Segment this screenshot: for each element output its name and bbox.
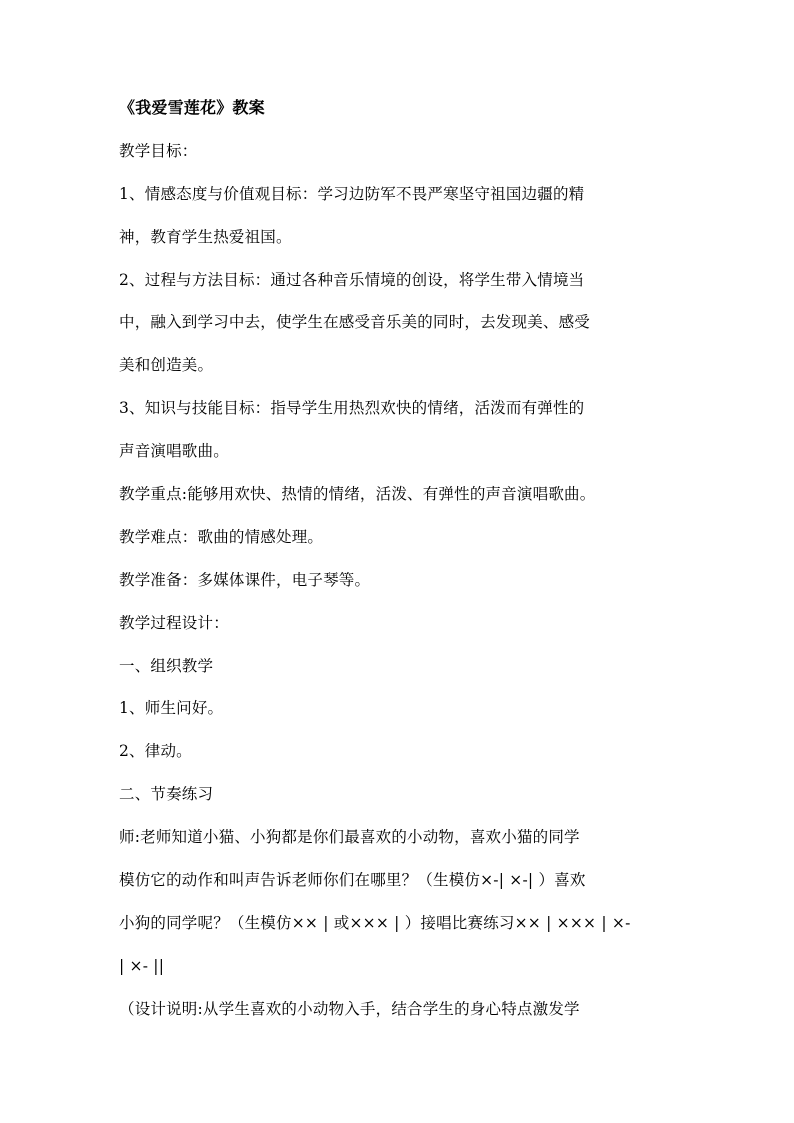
section-1-item-1: 1、师生问好。 [119,699,224,718]
teaching-focus: 教学重点:能够用欢快、热情的情绪，活泼、有弹性的声音演唱歌曲。 [119,485,596,504]
rhythm-paragraph-line-2: 模仿它的动作和叫声告诉老师你们在哪里？（生模仿×-| ×-| ）喜欢 [119,871,586,890]
objective-3-line-1: 3、知识与技能目标：指导学生用热烈欢快的情绪，活泼而有弹性的 [119,399,585,418]
section-1-item-2: 2、律动。 [119,742,192,761]
teaching-difficulty: 教学难点：歌曲的情感处理。 [119,527,324,546]
objective-3-line-2: 声音演唱歌曲。 [119,442,229,461]
objective-2-line-2: 中，融入到学习中去，使学生在感受音乐美的同时，去发现美、感受 [119,313,591,332]
objective-1-line-1: 1、情感态度与价值观目标：学习边防军不畏严寒坚守祖国边疆的精 [119,184,585,203]
rhythm-paragraph-line-1: 师:老师知道小猫、小狗都是你们最喜欢的小动物，喜欢小猫的同学 [119,828,580,847]
teaching-objectives-heading: 教学目标： [119,141,198,160]
section-2-heading: 二、节奏练习 [119,785,214,804]
design-note-line-1: （设计说明:从学生喜欢的小动物入手，结合学生的身心特点激发学 [119,999,580,1018]
teaching-process-heading: 教学过程设计： [119,613,229,632]
rhythm-paragraph-line-3: 小狗的同学呢？（生模仿×× | 或××× | ）接唱比赛练习×× | ××× | ×- [119,913,631,932]
objective-1-line-2: 神，教育学生热爱祖国。 [119,227,292,246]
document-title: 《我爱雪莲花》教案 [119,98,265,117]
rhythm-paragraph-line-4: | ×- || [119,956,165,975]
section-1-heading: 一、组织教学 [119,656,214,675]
document-body [119,98,679,1042]
teaching-preparation: 教学准备：多媒体课件，电子琴等。 [119,570,371,589]
objective-2-line-3: 美和创造美。 [119,356,214,375]
objective-2-line-1: 2、过程与方法目标：通过各种音乐情境的创设，将学生带入情境当 [119,270,585,289]
